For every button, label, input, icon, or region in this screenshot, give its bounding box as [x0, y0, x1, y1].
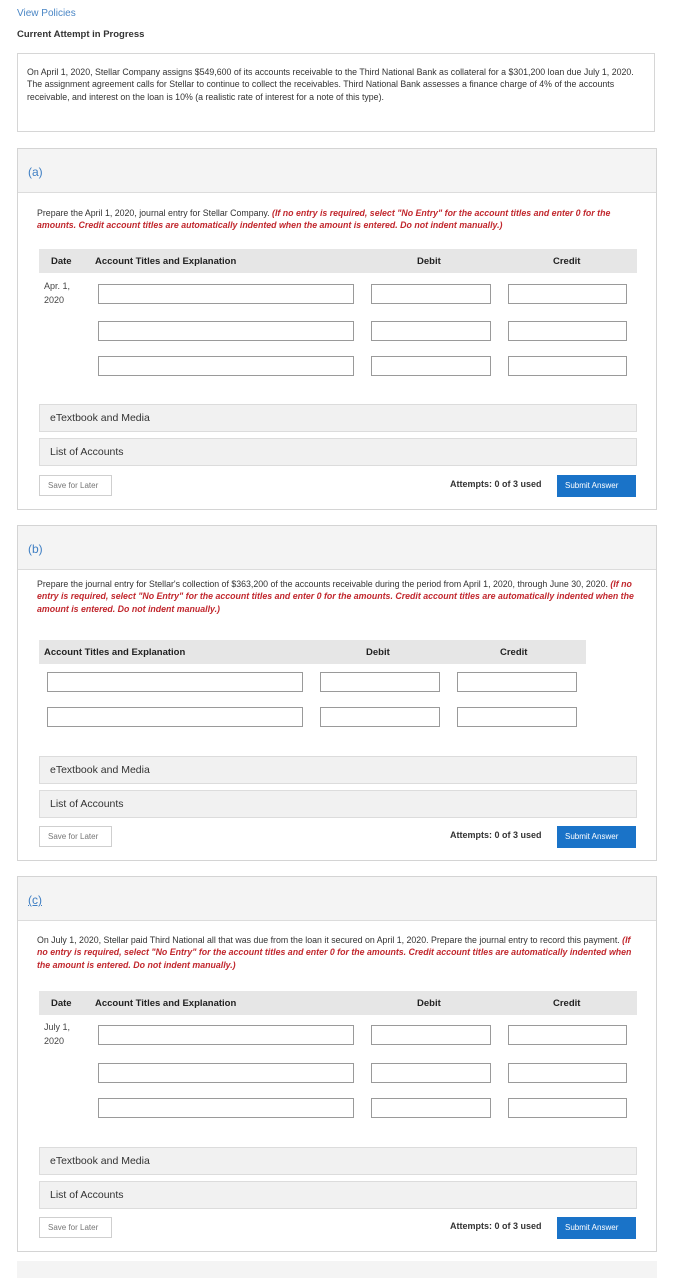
- part-b-letter: (b): [28, 542, 43, 556]
- account-title-input[interactable]: [98, 321, 354, 341]
- problem-text: On April 1, 2020, Stellar Company assigns $549,600 of its accounts receivable to the Third National Bank as collateral for a $301,200 loan due July 1, 2020. The assignment agreement calls for Stellar to continue to collect the receivables. Third National Bank assesses a finance charge of 4% of the accounts receivable, and interest on the loan is 10% (a realistic rate of interest for a note of this type).: [27, 67, 634, 102]
- account-title-input[interactable]: [98, 1025, 354, 1045]
- save-for-later-button[interactable]: Save for Later: [39, 1217, 112, 1238]
- list-of-accounts-toggle[interactable]: List of Accounts: [39, 1181, 637, 1209]
- attempts-counter: Attempts: 0 of 3 used: [450, 479, 542, 489]
- part-c-instruction: On July 1, 2020, Stellar paid Third National all that was due from the loan it secured on April 1, 2020. Prepare the journal entry to record this payment. (If no entry is required, select "No Entry" for the account titles and enter 0 for the amounts. Credit account titles are automatically indented when the amount is entered. Do not indent manually.): [37, 935, 632, 970]
- part-c-table-header: [39, 991, 637, 1015]
- credit-input[interactable]: [508, 321, 627, 341]
- debit-input[interactable]: [320, 672, 440, 692]
- list-of-accounts-toggle[interactable]: List of Accounts: [39, 790, 637, 818]
- part-c-header: [18, 877, 656, 921]
- part-a-header: [18, 149, 656, 193]
- problem-statement: [17, 53, 655, 132]
- col-account: Account Titles and Explanation: [95, 256, 237, 267]
- part-a-instruction-note: (If no entry is required, select "No Entry" for the account titles and enter 0 for the amounts. Credit account titles are automatically indented when the amount is entered. Do not indent manually.): [37, 208, 611, 231]
- col-credit: Credit: [500, 647, 528, 658]
- submit-answer-button[interactable]: Submit Answer: [557, 475, 636, 497]
- submit-answer-button[interactable]: Submit Answer: [557, 826, 636, 848]
- account-title-input[interactable]: [47, 707, 303, 727]
- part-c-date: July 1, 2020: [44, 1022, 71, 1046]
- col-date: Date: [51, 998, 72, 1009]
- attempts-counter: Attempts: 0 of 3 used: [450, 1221, 542, 1231]
- credit-input[interactable]: [508, 1025, 627, 1045]
- part-c-letter: (c): [28, 893, 42, 907]
- etextbook-media-toggle[interactable]: eTextbook and Media: [39, 1147, 637, 1175]
- credit-input[interactable]: [508, 356, 627, 376]
- part-a-table-header: [39, 249, 637, 273]
- attempts-counter: Attempts: 0 of 3 used: [450, 830, 542, 840]
- credit-input[interactable]: [508, 1098, 627, 1118]
- list-of-accounts-toggle[interactable]: List of Accounts: [39, 438, 637, 466]
- account-title-input[interactable]: [98, 1098, 354, 1118]
- save-for-later-button[interactable]: Save for Later: [39, 475, 112, 496]
- etextbook-media-toggle[interactable]: eTextbook and Media: [39, 756, 637, 784]
- next-section-edge: [17, 1261, 657, 1278]
- account-title-input[interactable]: [98, 284, 354, 304]
- debit-input[interactable]: [371, 284, 491, 304]
- col-account: Account Titles and Explanation: [44, 647, 186, 658]
- view-policies-link[interactable]: View Policies: [17, 8, 76, 19]
- debit-input[interactable]: [371, 321, 491, 341]
- col-debit: Debit: [366, 647, 390, 658]
- part-b-instruction-note: (If no entry is required, select "No Entry" for the account titles and enter 0 for the amounts. Credit account titles are automatically indented when the amount is entered. Do not indent manually.): [37, 579, 634, 614]
- submit-answer-button[interactable]: Submit Answer: [557, 1217, 636, 1239]
- credit-input[interactable]: [457, 707, 577, 727]
- credit-input[interactable]: [508, 1063, 627, 1083]
- account-title-input[interactable]: [98, 1063, 354, 1083]
- col-date: Date: [51, 256, 72, 267]
- part-a-date: Apr. 1, 2020: [44, 281, 71, 305]
- attempt-status: Current Attempt in Progress: [17, 29, 145, 40]
- col-debit: Debit: [417, 998, 441, 1009]
- part-c: [17, 876, 657, 1252]
- account-title-input[interactable]: [47, 672, 303, 692]
- credit-input[interactable]: [457, 672, 577, 692]
- part-a-letter: (a): [28, 165, 43, 179]
- part-a-instruction: Prepare the April 1, 2020, journal entry for Stellar Company. (If no entry is required, select "No Entry" for the account titles and enter 0 for the amounts. Credit account titles are automatically indented when the amount is entered. Do not indent manually.): [37, 208, 611, 231]
- account-title-input[interactable]: [98, 356, 354, 376]
- part-b-table-header: [39, 640, 586, 664]
- part-b-instruction: Prepare the journal entry for Stellar's collection of $363,200 of the accounts receivable during the period from April 1, 2020, through June 30, 2020. (If no entry is required, select "No Entry" for the account titles and enter 0 for the amounts. Credit account titles are automatically indented when the amount is entered. Do not indent manually.): [37, 579, 634, 614]
- etextbook-media-toggle[interactable]: eTextbook and Media: [39, 404, 637, 432]
- col-credit: Credit: [553, 256, 581, 267]
- part-b: [17, 525, 657, 861]
- col-debit: Debit: [417, 256, 441, 267]
- part-b-header: [18, 526, 656, 570]
- debit-input[interactable]: [371, 1098, 491, 1118]
- debit-input[interactable]: [371, 356, 491, 376]
- col-credit: Credit: [553, 998, 581, 1009]
- debit-input[interactable]: [320, 707, 440, 727]
- part-a: [17, 148, 657, 510]
- save-for-later-button[interactable]: Save for Later: [39, 826, 112, 847]
- debit-input[interactable]: [371, 1063, 491, 1083]
- credit-input[interactable]: [508, 284, 627, 304]
- debit-input[interactable]: [371, 1025, 491, 1045]
- col-account: Account Titles and Explanation: [95, 998, 237, 1009]
- part-c-instruction-note: (If no entry is required, select "No Entry" for the account titles and enter 0 for the amounts. Credit account titles are automatically indented when the amount is entered. Do not indent manually.): [37, 935, 632, 970]
